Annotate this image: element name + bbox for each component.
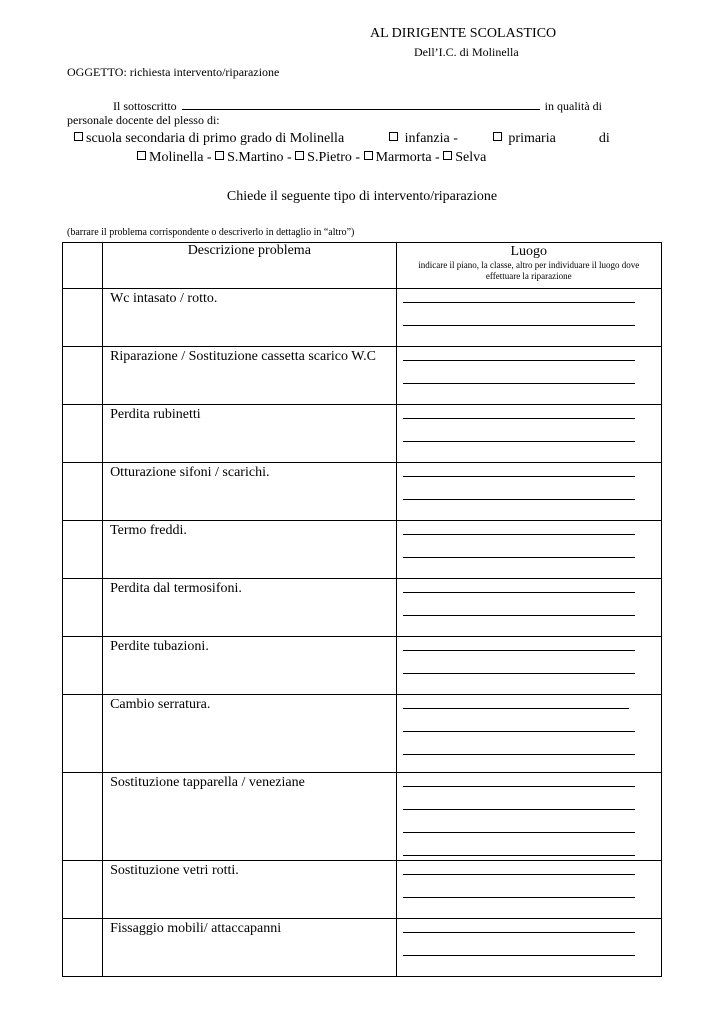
location-blank-line[interactable] — [403, 534, 635, 535]
location-blank-line[interactable] — [403, 302, 635, 303]
table-header-row — [63, 243, 662, 289]
plesso-option-infanzia[interactable] — [389, 131, 458, 146]
plesso-label: Selva — [455, 150, 487, 165]
row-check-cell[interactable] — [63, 289, 103, 347]
plesso-option-spietro[interactable] — [295, 150, 360, 165]
location-blank-line[interactable] — [403, 874, 635, 875]
table-row — [63, 521, 662, 579]
table-row — [63, 773, 662, 861]
table-row — [63, 405, 662, 463]
row-description: Perdita rubinetti — [103, 405, 396, 463]
plesso-label: primaria — [508, 131, 556, 146]
row-description: Riparazione / Sostituzione cassetta scarico W.C — [103, 347, 396, 405]
declaration-suffix: in qualità di — [544, 99, 602, 113]
request-title: Chiede il seguente tipo di intervento/riparazione — [226, 189, 498, 204]
location-blank-line[interactable] — [403, 897, 635, 898]
row-location-cell[interactable] — [396, 521, 661, 579]
location-blank-line[interactable] — [403, 476, 635, 477]
declaration-line-2: personale docente del plesso di: — [67, 113, 220, 127]
row-location-cell[interactable] — [396, 861, 661, 919]
plesso-row-2 — [137, 150, 486, 166]
plesso-option-molinella[interactable] — [137, 150, 212, 165]
row-description: Cambio serratura. — [103, 695, 396, 773]
checkbox-icon[interactable] — [389, 132, 398, 141]
location-blank-line[interactable] — [403, 557, 635, 558]
description-column-header: Descrizione problema — [103, 243, 396, 289]
row-check-cell[interactable] — [63, 463, 103, 521]
plesso-label: Marmorta - — [375, 150, 440, 165]
row-location-cell[interactable] — [396, 579, 661, 637]
location-blank-line[interactable] — [403, 955, 635, 956]
row-location-cell[interactable] — [396, 637, 661, 695]
table-row — [63, 579, 662, 637]
row-check-cell[interactable] — [63, 521, 103, 579]
row-description: Otturazione sifoni / scarichi. — [103, 463, 396, 521]
location-column-header — [396, 243, 661, 289]
checkbox-icon[interactable] — [215, 151, 224, 160]
row-check-cell[interactable] — [63, 347, 103, 405]
location-blank-line[interactable] — [403, 360, 635, 361]
plesso-option-selva[interactable] — [443, 150, 486, 165]
intervention-table — [62, 242, 662, 977]
location-blank-line[interactable] — [403, 673, 635, 674]
name-blank-field[interactable] — [182, 98, 540, 110]
table-row — [63, 861, 662, 919]
location-header-hint: indicare il piano, la classe, altro per individuare il luogo dove effettuare la riparazione — [418, 260, 640, 281]
location-blank-line[interactable] — [403, 809, 635, 810]
plesso-row-1 — [74, 131, 610, 147]
declaration-prefix: Il sottoscritto — [113, 99, 177, 113]
row-location-cell[interactable] — [396, 919, 661, 977]
row-check-cell[interactable] — [63, 695, 103, 773]
row-location-cell[interactable] — [396, 405, 661, 463]
table-row — [63, 347, 662, 405]
table-row — [63, 695, 662, 773]
row-check-cell[interactable] — [63, 579, 103, 637]
plesso-option-secondaria[interactable] — [74, 131, 344, 146]
row-description: Fissaggio mobili/ attaccapanni — [103, 919, 396, 977]
location-blank-line[interactable] — [403, 499, 635, 500]
row-description: Sostituzione tapparella / veneziane — [103, 773, 396, 861]
location-blank-line[interactable] — [403, 708, 629, 709]
location-blank-line[interactable] — [403, 754, 635, 755]
subject-line: OGGETTO: richiesta intervento/riparazione — [67, 65, 280, 79]
checkbox-icon[interactable] — [74, 132, 83, 141]
row-location-cell[interactable] — [396, 695, 661, 773]
plesso-label: scuola secondaria di primo grado di Molinella — [86, 131, 345, 146]
recipient-heading: AL DIRIGENTE SCOLASTICO — [370, 26, 557, 41]
row-check-cell[interactable] — [63, 405, 103, 463]
checkbox-icon[interactable] — [137, 151, 146, 160]
row-description: Termo freddi. — [103, 521, 396, 579]
location-header-title: Luogo — [510, 244, 548, 259]
checkbox-icon[interactable] — [443, 151, 452, 160]
location-blank-line[interactable] — [403, 383, 635, 384]
location-blank-line[interactable] — [403, 441, 635, 442]
row-location-cell[interactable] — [396, 289, 661, 347]
location-blank-line[interactable] — [403, 855, 635, 856]
plesso-row1-tail: di — [598, 131, 610, 146]
row-check-cell[interactable] — [63, 773, 103, 861]
location-blank-line[interactable] — [403, 615, 635, 616]
checkbox-icon[interactable] — [364, 151, 373, 160]
row-description: Perdita dal termosifoni. — [103, 579, 396, 637]
table-row — [63, 463, 662, 521]
location-blank-line[interactable] — [403, 932, 635, 933]
checkbox-icon[interactable] — [295, 151, 304, 160]
row-description: Wc intasato / rotto. — [103, 289, 396, 347]
plesso-option-smartino[interactable] — [215, 150, 292, 165]
table-row — [63, 919, 662, 977]
location-blank-line[interactable] — [403, 786, 635, 787]
row-location-cell[interactable] — [396, 347, 661, 405]
plesso-option-marmorta[interactable] — [364, 150, 440, 165]
row-location-cell[interactable] — [396, 773, 661, 861]
plesso-label: infanzia - — [404, 131, 458, 146]
declaration-line — [113, 98, 602, 114]
location-blank-line[interactable] — [403, 832, 635, 833]
plesso-label: Molinella - — [149, 150, 212, 165]
row-description: Perdite tubazioni. — [103, 637, 396, 695]
plesso-option-primaria[interactable] — [493, 131, 556, 146]
row-check-cell[interactable] — [63, 637, 103, 695]
institute-name: Dell’I.C. di Molinella — [414, 45, 519, 59]
location-blank-line[interactable] — [403, 418, 635, 419]
row-check-cell[interactable] — [63, 919, 103, 977]
table-row — [63, 637, 662, 695]
row-description: Sostituzione vetri rotti. — [103, 861, 396, 919]
row-location-cell[interactable] — [396, 463, 661, 521]
plesso-label: S.Martino - — [227, 150, 292, 165]
location-blank-line[interactable] — [403, 325, 635, 326]
check-column-header — [63, 243, 103, 289]
row-check-cell[interactable] — [63, 861, 103, 919]
table-row — [63, 289, 662, 347]
location-blank-line[interactable] — [403, 592, 635, 593]
location-blank-line[interactable] — [403, 650, 635, 651]
plesso-label: S.Pietro - — [307, 150, 361, 165]
checkbox-icon[interactable] — [493, 132, 502, 141]
location-blank-line[interactable] — [403, 731, 635, 732]
instruction-note: (barrare il problema corrispondente o descriverlo in dettaglio in “altro”) — [67, 227, 355, 238]
